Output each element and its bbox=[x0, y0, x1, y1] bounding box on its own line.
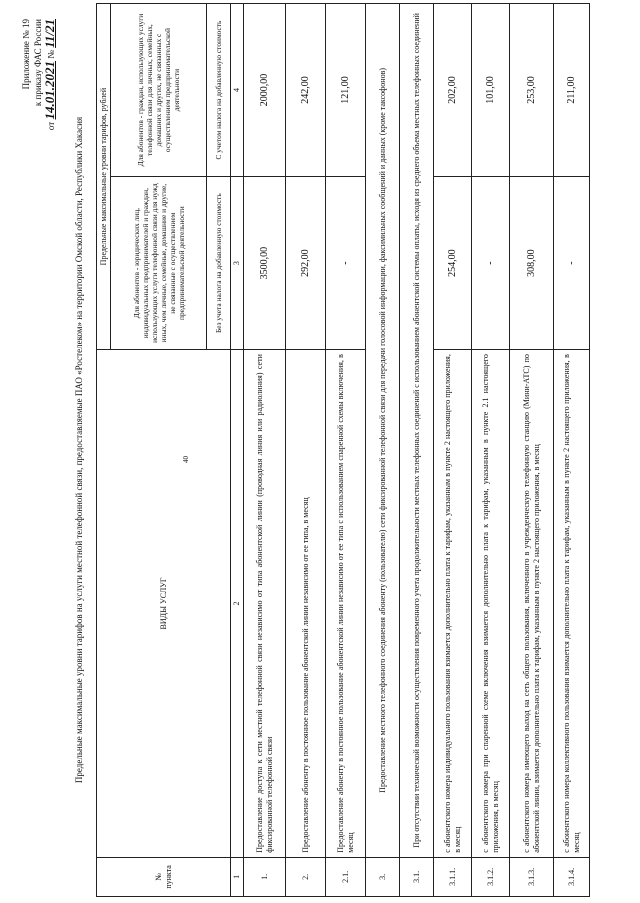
index-3: 3 bbox=[231, 177, 244, 350]
annex-number: 11/21 bbox=[42, 19, 57, 48]
row-service: с абонентского номера имеющего выход на сеть общего пользования, включенного в учрежденческую телефонную станцию (Мини-АТС) по абонентской линии, взимается дополнительно плата к тарифам, указанным в пункте 2 настоящего приложения, в месяц bbox=[510, 350, 554, 858]
index-1: 1 bbox=[231, 857, 244, 896]
row-service-section: При отсутствии технической возможности осуществления повременного учета продолжительности местных телефонных соединений с использованием абонентской системы оплаты, исходя из среднего объема местных телефонных соединений bbox=[400, 4, 434, 858]
annex-line-2: к приказу ФАС России bbox=[33, 19, 43, 107]
annex-block bbox=[20, 19, 57, 179]
row-num: 2.1. bbox=[326, 857, 366, 896]
row-value-4: 2000,00 bbox=[244, 4, 286, 177]
row-service: с абонентского номера коллективного пользования взимается дополнительно плата к тарифам, указанным в пункте 2 настоящего приложения, в месяц bbox=[554, 350, 590, 858]
index-4: 4 bbox=[231, 4, 244, 177]
row-service: с абонентского номера при спаренной схеме включения взимается дополнительно плата к тарифам, указанным в пункте 2.1 настоящего приложения, в месяц bbox=[472, 350, 510, 858]
header-col3-desc: Для абонентов - юридических лиц, индивидуальных предпринимателей и граждан, использующих услуги телефонной связи для нужд иных, чем личные, семейные, домашние и другие, не связанные с осуществлением предпринимательской деятельности bbox=[111, 177, 207, 350]
header-col4-tax: С учетом налога на добавленную стоимость bbox=[207, 4, 231, 177]
table-row-section bbox=[366, 4, 400, 897]
row-service-section: Предоставление местного телефонного соединения абоненту (пользователю) сети фиксированной телефонной связи для передачи голосовой информации, факсимильных сообщений и данных (кроме таксофонов) bbox=[366, 4, 400, 858]
row-num: 2. bbox=[286, 857, 326, 896]
table-row bbox=[286, 4, 326, 897]
page-number: 40 bbox=[182, 456, 190, 463]
row-value-4: 202,00 bbox=[434, 4, 472, 177]
row-value-3: 292,00 bbox=[286, 177, 326, 350]
table-row bbox=[472, 4, 510, 897]
row-value-4: 121,00 bbox=[326, 4, 366, 177]
row-num: 1. bbox=[244, 857, 286, 896]
annex-date: 14.01.2021 bbox=[42, 61, 57, 120]
header-group: Предельные максимальные уровни тарифов, рублей bbox=[97, 4, 111, 350]
annex-line-3 bbox=[44, 19, 57, 179]
table-row bbox=[554, 4, 590, 897]
header-services: ВИДЫ УСЛУГ bbox=[97, 350, 231, 858]
row-num: 3. bbox=[366, 857, 400, 896]
table-row bbox=[244, 4, 286, 897]
table-row bbox=[510, 4, 554, 897]
row-value-4: 253,00 bbox=[510, 4, 554, 177]
row-num: 3.1.2. bbox=[472, 857, 510, 896]
row-value-3: 254,00 bbox=[434, 177, 472, 350]
annex-number-prefix: № bbox=[46, 50, 56, 59]
row-service: Предоставление абоненту в постоянное пользование абонентской линии независимо от ее типа, в месяц bbox=[286, 350, 326, 858]
row-service: Предоставление абоненту в постоянное пользование абонентской линии независимо от ее типа с использованием спаренной схемы включения, в месяц bbox=[326, 350, 366, 858]
row-num: 3.1.3. bbox=[510, 857, 554, 896]
index-2: 2 bbox=[231, 350, 244, 858]
header-num: № пункта bbox=[97, 857, 231, 896]
row-service: с абонентского номера индивидуального пользования взимается дополнительно плата к тарифам, указанным в пункте 2 настоящего приложения, в месяц bbox=[434, 350, 472, 858]
document-title: Предельные максимальные уровни тарифов на услуги местной телефонной связи, предоставляемые ПАО «Ростелеком» на территории Омской области, Республики Хакасия bbox=[74, 116, 84, 784]
row-value-3: - bbox=[472, 177, 510, 350]
row-num: 3.1.1. bbox=[434, 857, 472, 896]
header-col4-desc: Для абонентов - граждан, использующих услуги телефонной связи для личных, семейных, домашних и других, не связанных с осуществлением предпринимательской деятельности bbox=[111, 4, 207, 177]
annex-date-prefix: от bbox=[46, 121, 56, 131]
tariff-table bbox=[96, 3, 590, 897]
row-service: Предоставление доступа к сети местной телефонной связи независимо от типа абонентской линии (проводная линия или радиолиния) сети фиксированной телефонной связи bbox=[244, 350, 286, 858]
annex-line-1: Приложение № 19 bbox=[21, 19, 31, 90]
index-row bbox=[231, 4, 244, 897]
header-col3-tax: Без учета налога на добавленную стоимость bbox=[207, 177, 231, 350]
table-row bbox=[326, 4, 366, 897]
row-value-4: 101,00 bbox=[472, 4, 510, 177]
row-value-3: - bbox=[326, 177, 366, 350]
header-row-1 bbox=[97, 4, 111, 897]
row-num: 3.1. bbox=[400, 857, 434, 896]
row-value-3: - bbox=[554, 177, 590, 350]
row-value-3: 308,00 bbox=[510, 177, 554, 350]
table-row-section bbox=[400, 4, 434, 897]
table-row bbox=[434, 4, 472, 897]
row-value-4: 211,00 bbox=[554, 4, 590, 177]
row-value-4: 242,00 bbox=[286, 4, 326, 177]
row-value-3: 3500,00 bbox=[244, 177, 286, 350]
row-num: 3.1.4. bbox=[554, 857, 590, 896]
